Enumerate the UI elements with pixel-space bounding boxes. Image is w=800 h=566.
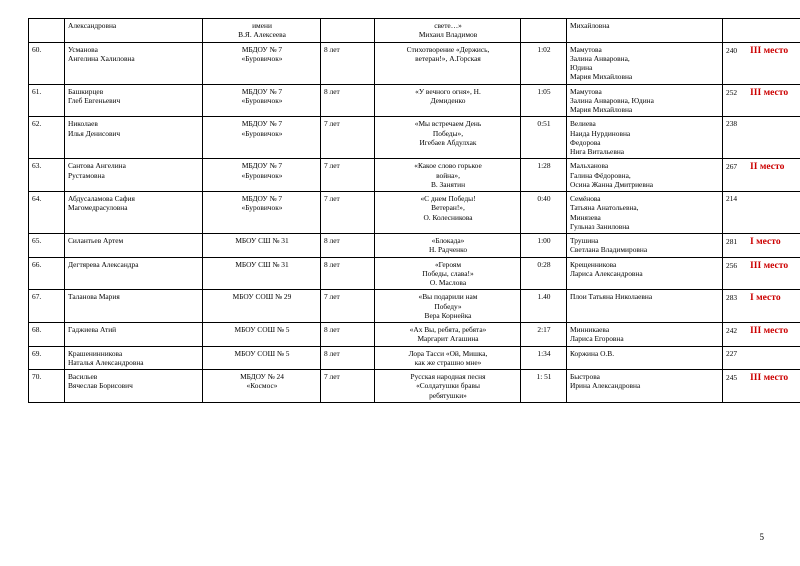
score-value: 283 [726,293,738,303]
participant-name: Гаджиева Атий [65,323,203,347]
participant-name: Крашенинникова Наталья Александровна [65,346,203,370]
piece-title: «Мы встречаем День Победы», Игебаев Абдулхак [375,117,521,159]
table-row [29,290,800,323]
teacher-name: Крещенникова Лариса Александровна [567,257,723,290]
piece-title: «Блокада» Н. Радченко [375,234,521,258]
score-value: 214 [726,194,738,203]
age-value: 7 лет [321,159,375,192]
results-table [28,18,800,403]
score-value: 227 [726,348,738,358]
score-cell [723,159,800,192]
place-badge: I место [750,236,781,247]
table-row [29,159,800,192]
duration: 0:28 [521,257,567,290]
participant-name: Александровна [65,19,203,43]
piece-title: Стихотворение «Держись, ветеран!», А.Горская [375,42,521,84]
row-number [29,19,65,43]
duration: 1: 51 [521,370,567,403]
age-value: 8 лет [321,257,375,290]
score-cell [723,234,800,258]
participant-name: Таланова Мария [65,290,203,323]
score-value: 267 [726,162,738,172]
participant-name: Дегтярева Александра [65,257,203,290]
piece-title: «Вы подарили нам Победу» Вера Корнейка [375,290,521,323]
table-row [29,19,800,43]
score-value: 252 [726,87,738,97]
teacher-name: Семёнова Татьяна Анатольевна, Минязева Гульназ Заниловна [567,192,723,234]
table-row [29,234,800,258]
table-row [29,370,800,403]
piece-title: «У вечного огня», Н. Демиденко [375,84,521,117]
place-badge: III место [750,259,789,271]
score-cell [723,117,800,159]
teacher-name: Плои Татьяна Николаевна [567,290,723,323]
duration: 1:00 [521,234,567,258]
teacher-name: Минникаева Лариса Егоровна [567,323,723,347]
row-number: 63. [29,159,65,192]
teacher-name: Быстрова Ирина Александровна [567,370,723,403]
row-number: 62. [29,117,65,159]
score-cell [723,42,800,84]
participant-name: Абдусаламова Сафия Магомедрасуловна [65,192,203,234]
row-number: 68. [29,323,65,347]
table-row [29,346,800,370]
table-row [29,323,800,347]
duration: 0:51 [521,117,567,159]
age-value: 7 лет [321,370,375,403]
piece-title: свете…» Михаил Владимов [375,19,521,43]
table-row [29,257,800,290]
school-name: МБДОУ № 7 «Буровичок» [203,159,321,192]
row-number: 64. [29,192,65,234]
row-number: 60. [29,42,65,84]
age-value [321,19,375,43]
score-value: 240 [726,45,738,55]
place-badge: III место [750,44,789,56]
age-value: 8 лет [321,42,375,84]
row-number: 69. [29,346,65,370]
age-value: 7 лет [321,290,375,323]
school-name: МБОУ СОШ № 29 [203,290,321,323]
age-value: 8 лет [321,346,375,370]
row-number: 70. [29,370,65,403]
place-badge: III место [750,372,789,383]
row-number: 61. [29,84,65,117]
school-name: МБДОУ № 7 «Буровичок» [203,192,321,234]
teacher-name: Коржина О.В. [567,346,723,370]
age-value: 8 лет [321,84,375,117]
table-row [29,117,800,159]
piece-title: Лора Тасси «Ой, Мишка, как же страшно мне» [375,346,521,370]
table-row [29,192,800,234]
score-cell [723,84,800,117]
piece-title: «Ах Вы, ребята, ребята» Маргарит Агашина [375,323,521,347]
participant-name: Башкирцев Глеб Евгеньевич [65,84,203,117]
page-number: 5 [759,532,764,542]
participant-name: Николаев Илья Денисович [65,117,203,159]
school-name: МБОУ СОШ № 5 [203,346,321,370]
duration: 1:02 [521,42,567,84]
teacher-name: Михайловна [567,19,723,43]
teacher-name: Мальханова Галина Фёдоровна, Осина Жанна Дмитриевна [567,159,723,192]
duration: 1:34 [521,346,567,370]
piece-title: «С днем Победы! Ветеран!», О. Колесникова [375,192,521,234]
row-number: 66. [29,257,65,290]
age-value: 7 лет [321,117,375,159]
piece-title: «Какое слово горькое война», В. Занятин [375,159,521,192]
place-badge: III место [750,325,789,336]
place-badge: I место [750,292,781,304]
teacher-name: Мамутова Залина Анваровна, Юдина Мария Михайловна [567,42,723,84]
participant-name: Васильев Вячеслав Борисович [65,370,203,403]
score-cell [723,257,800,290]
teacher-name: Мамутова Залина Анваровна, Юдина Мария Михайловна [567,84,723,117]
duration: 0:40 [521,192,567,234]
results-table-body [29,19,800,403]
row-number: 65. [29,234,65,258]
age-value: 8 лет [321,234,375,258]
score-value: 245 [726,373,738,382]
score-cell [723,290,800,323]
school-name: имени В.Я. Алексеева [203,19,321,43]
score-value: 281 [726,237,738,246]
score-cell [723,19,800,43]
table-row [29,84,800,117]
score-cell [723,370,800,403]
participant-name: Силантьев Артем [65,234,203,258]
duration: 1:05 [521,84,567,117]
duration: 2:17 [521,323,567,347]
participant-name: Сантова Ангелина Рустамовна [65,159,203,192]
age-value: 7 лет [321,192,375,234]
school-name: МБДОУ № 24 «Космос» [203,370,321,403]
score-value: 242 [726,326,738,335]
table-row [29,42,800,84]
age-value: 8 лет [321,323,375,347]
school-name: МБДОУ № 7 «Буровичок» [203,84,321,117]
piece-title: «Героям Победы, слава!» О. Маслова [375,257,521,290]
score-cell [723,346,800,370]
place-badge: II место [750,161,785,173]
place-badge: III место [750,86,789,98]
duration: 1:28 [521,159,567,192]
row-number: 67. [29,290,65,323]
score-cell [723,192,800,234]
school-name: МБОУ СШ № 31 [203,257,321,290]
duration [521,19,567,43]
participant-name: Усманова Ангелина Халиловна [65,42,203,84]
school-name: МБДОУ № 7 «Буровичок» [203,42,321,84]
school-name: МБДОУ № 7 «Буровичок» [203,117,321,159]
piece-title: Русская народная песня «Солдатушки бравы ребятушки» [375,370,521,403]
teacher-name: Велиева Наида Нурдиновна Федорова Нига Витальевна [567,117,723,159]
score-value: 238 [726,119,738,129]
score-cell [723,323,800,347]
school-name: МБОУ СШ № 31 [203,234,321,258]
duration: 1.40 [521,290,567,323]
teacher-name: Трушина Светлана Владимировна [567,234,723,258]
school-name: МБОУ СОШ № 5 [203,323,321,347]
score-value: 256 [726,260,738,270]
